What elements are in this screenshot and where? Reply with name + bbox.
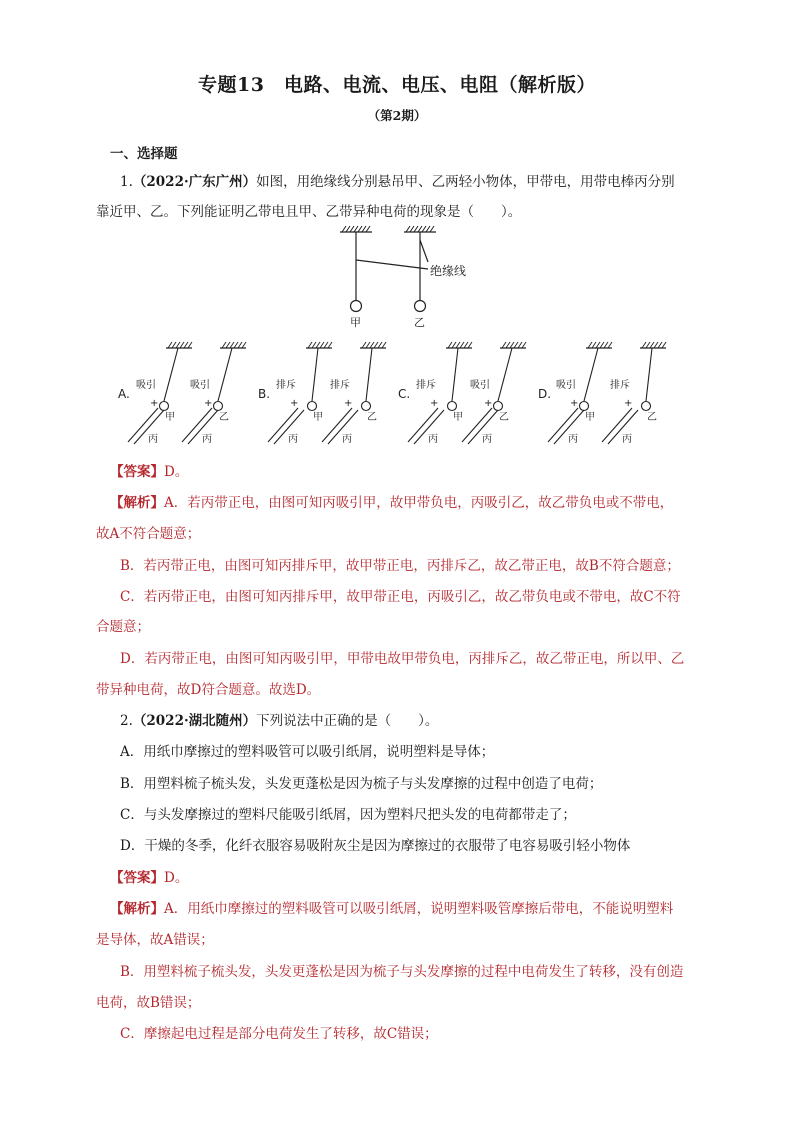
ceiling-hatch [604,342,608,348]
issue-subtitle: （第2期） [367,108,427,123]
thread [366,348,372,401]
ceiling-hatch [642,342,646,348]
question-1-line-2: 靠近甲、乙。下列能证明乙带电且甲、乙带异种电荷的现象是（ ）。 [96,204,522,220]
analysis-line: C．摩擦起电过程是部分电荷发生了转移，故C错误； [120,1026,438,1042]
plus-sign: + [150,398,159,409]
setup-figure [320,222,520,332]
plus-sign: + [570,398,579,409]
ball [580,402,589,411]
ceiling-hatch [238,342,242,348]
plus-sign: + [430,398,439,409]
thread [218,348,232,401]
ball-label: 甲 [453,412,463,423]
ceiling-hatch [452,342,456,348]
ball-label: 乙 [367,412,377,423]
ceiling-hatch [662,342,666,348]
option-d: D．干燥的冬季，化纤衣服容易吸附灰尘是因为摩擦过的衣服带了电容易吸引轻小物体 [120,838,631,854]
ceiling-hatch [464,342,468,348]
analysis-line: 【解析】A．用纸巾摩擦过的塑料吸管可以吸引纸屑，说明塑料吸管摩擦后带电，不能说明塑料 [110,901,674,917]
ceiling-hatch [460,342,464,348]
ceiling-hatch [522,342,526,348]
ball-yi-label: 乙 [414,316,425,329]
ceiling-hatch [234,342,238,348]
ceiling-hatch [324,342,328,348]
answer-label: 【答案】 [110,464,164,480]
thread [452,348,458,401]
ceiling-hatch [168,342,172,348]
insulator-label: 绝缘线 [430,264,467,278]
analysis-line: B．用塑料梳子梳头发，头发更蓬松是因为梳子与头发摩擦的过程中电荷发生了转移，没有创造 [120,964,684,980]
ceiling-hatch [502,342,506,348]
analysis-line: C．若丙带正电，由图可知丙排斥甲，故甲带正电，丙吸引乙，故乙带负电或不带电，故C不符 [120,589,681,605]
option-panel [258,342,386,445]
option-b: B．用塑料梳子梳头发，头发更蓬松是因为梳子与头发摩擦的过程中创造了电荷； [120,776,603,792]
ball-label: 甲 [585,412,595,423]
section-heading: 一、选择题 [110,146,178,162]
option-panel [538,342,666,445]
thread [312,348,318,401]
q1-answer [110,462,188,482]
relation-label: 排斥 [276,380,296,391]
ceiling-hatch [370,342,374,348]
rod-label: 丙 [342,434,352,445]
rod-label: 丙 [622,434,632,445]
rod-label: 丙 [148,434,158,445]
ball-label: 乙 [219,412,229,423]
ceiling-hatch [654,342,658,348]
document-title: 专题13 电路、电流、电压、电阻（解析版） [198,74,596,96]
question-stem: 下列说法中正确的是（ ）。 [256,713,439,729]
ceiling-hatch [362,342,366,348]
rod-label: 丙 [428,434,438,445]
relation-label: 吸引 [190,380,210,391]
analysis-label: 【解析】 [110,495,164,511]
ceiling-hatch [588,342,592,348]
relation-label: 排斥 [416,380,436,391]
analysis-line: B．若丙带正电，由图可知丙排斥甲，故甲带正电，丙排斥乙，故乙带正电，故B不符合题意； [120,558,680,574]
analysis-line: 是导体，故A错误； [96,932,214,948]
answer-value: D。 [164,870,189,886]
ceiling-hatch [308,342,312,348]
relation-label: 吸引 [136,380,156,391]
option-letter: B. [258,387,271,401]
ceiling-hatch [188,342,192,348]
ball [214,402,223,411]
option-letter: D. [538,387,552,401]
ceiling-hatch [608,342,612,348]
ceiling-hatch [646,342,650,348]
analysis-line: 带异种电荷，故D符合题意。故选D。 [96,682,321,698]
ceiling-hatch [600,342,604,348]
option-a: A．用纸巾摩擦过的塑料吸管可以吸引纸屑，说明塑料是导体； [120,744,495,760]
question-source: （2022·湖北随州） [132,713,257,729]
ceiling-hatch [456,342,460,348]
ceiling-hatch [242,342,246,348]
plus-sign: + [344,398,353,409]
ball-label: 乙 [647,412,657,423]
thread [584,348,598,401]
plus-sign: + [290,398,299,409]
thread [646,348,652,401]
question-number: 1. [120,174,133,190]
relation-label: 吸引 [470,380,490,391]
plus-sign: + [484,398,493,409]
question-number: 2. [120,713,133,729]
ceiling-hatch [510,342,514,348]
analysis-line: D．若丙带正电，由图可知丙吸引甲，甲带电故甲带负电，丙排斥乙，故乙带正电，所以甲、乙 [120,651,685,667]
thread [498,348,512,401]
options-figure [110,330,700,450]
plus-sign: + [204,398,213,409]
ceiling-hatch [226,342,230,348]
rod-label: 丙 [288,434,298,445]
ceiling-hatch [592,342,596,348]
ceiling-hatch [230,342,234,348]
relation-label: 排斥 [610,380,630,391]
ceiling-hatch [448,342,452,348]
analysis-label: 【解析】 [110,901,164,917]
ceiling-hatch [514,342,518,348]
ceiling-hatch [172,342,176,348]
analysis-line: 电荷，故B错误； [96,995,201,1011]
ceiling-hatch [222,342,226,348]
question-2-stem [120,711,438,731]
relation-label: 吸引 [556,380,576,391]
ceiling-hatch [468,342,472,348]
ceiling-hatch [328,342,332,348]
question-stem: 如图，用绝缘线分别悬吊甲、乙两轻小物体，甲带电，用带电棒丙分别 [256,174,675,190]
analysis-line: 【解析】A．若丙带正电，由图可知丙吸引甲，故甲带负电，丙吸引乙，故乙带负电或不带电， [110,495,674,511]
ball-jia-label: 甲 [350,316,361,329]
ball-label: 甲 [313,412,323,423]
option-panel [118,342,246,445]
ball [642,402,651,411]
ball [160,402,169,411]
option-c: C．与头发摩擦过的塑料尺能吸引纸屑，因为塑料尺把头发的电荷都带走了； [120,807,576,823]
ceiling-hatch [374,342,378,348]
ball [308,402,317,411]
option-letter: A. [118,387,130,401]
ceiling-hatch [650,342,654,348]
relation-label: 排斥 [330,380,350,391]
ceiling-hatch [320,342,324,348]
question-1-line-1 [120,172,675,192]
ceiling-hatch [180,342,184,348]
ball [494,402,503,411]
ceiling-hatch [658,342,662,348]
ceiling-hatch [312,342,316,348]
answer-label: 【答案】 [110,870,164,886]
ceiling-hatch [596,342,600,348]
ball-label: 乙 [499,412,509,423]
ceiling-hatch [184,342,188,348]
answer-value: D。 [164,464,189,480]
option-letter: C. [398,387,411,401]
ball [362,402,371,411]
ball [448,402,457,411]
analysis-line: 故A不符合题意； [96,526,201,542]
rod-label: 丙 [568,434,578,445]
option-panel [398,342,526,445]
ceiling-hatch [506,342,510,348]
ceiling-hatch [316,342,320,348]
q2-answer [110,868,188,888]
question-source: （2022·广东广州） [132,174,257,190]
plus-sign: + [624,398,633,409]
rod-label: 丙 [202,434,212,445]
ceiling-hatch [176,342,180,348]
ceiling-hatch [378,342,382,348]
thread [164,348,178,401]
rod-label: 丙 [482,434,492,445]
ceiling-hatch [518,342,522,348]
analysis-line: 合题意； [96,619,150,635]
ceiling-hatch [382,342,386,348]
ceiling-hatch [366,342,370,348]
ball-label: 甲 [165,412,175,423]
